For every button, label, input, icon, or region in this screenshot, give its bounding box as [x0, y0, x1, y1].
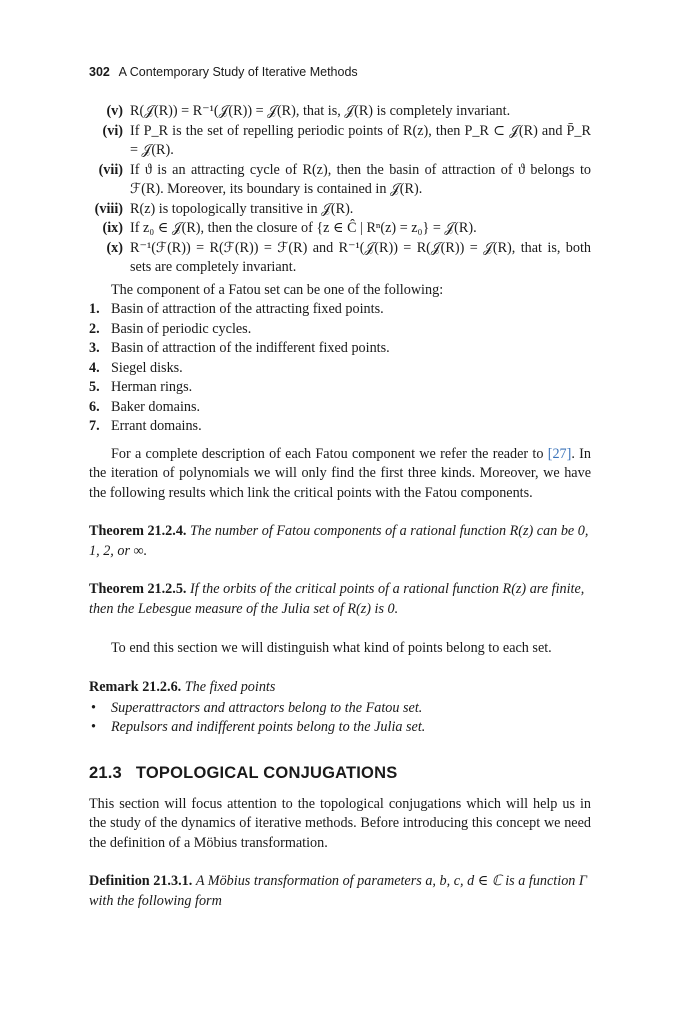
property-item: (vi) If P_R is the set of repelling periodic points of R(z), then P_R ⊂ 𝒥(R) and P̄_R = 𝒥(R). — [102, 122, 591, 158]
list-item: 7. Errant domains. — [89, 418, 202, 434]
paragraph-fatou-description: For a complete description of each Fatou component we refer the reader to [27]. In the iteration of polynomials we will only find the first three kinds. Moreover, we have the following results which link the critical points with the Fatou components. — [89, 445, 591, 501]
property-item: (v) R(𝒥(R)) = R⁻¹(𝒥(R)) = 𝒥(R), that is, 𝒥(R) is completely invariant. — [106, 103, 511, 119]
list-item: • Superattractors and attractors belong to the Fatou set. — [91, 699, 423, 716]
theorem-21-2-4: Theorem 21.2.4. The number of Fatou components of a rational function R(z) can be 0, 1, 2, or ∞. — [89, 523, 589, 559]
fatou-intro: The component of a Fatou set can be one of the following: — [111, 281, 444, 298]
paragraph-topological-intro: This section will focus attention to the topological conjugations which will help us in the study of the dynamics of iterative methods. Before introducing this concept we need the definition of a Möbius transformation. — [89, 795, 591, 851]
running-header — [89, 62, 591, 82]
property-item: (viii) R(z) is topologically transitive in 𝒥(R). — [94, 200, 354, 217]
remark-bullets — [89, 699, 591, 738]
list-item: • Repulsors and indifferent points belong to the Julia set. — [91, 719, 426, 735]
list-item: 3. Basin of attraction of the indifferent fixed points. — [89, 340, 390, 356]
theorem-21-2-5: Theorem 21.2.5. If the orbits of the critical points of a rational function R(z) are finite, then the Lebesgue measure of the Julia set of R(z) is 0. — [89, 581, 585, 617]
citation-link[interactable]: [27] — [547, 445, 572, 462]
fatou-components-list — [89, 300, 591, 437]
list-item: 5. Herman rings. — [89, 379, 193, 395]
section-title: TOPOLOGICAL CONJUGATIONS — [135, 763, 398, 782]
remark-21-2-6: Remark 21.2.6. The fixed points — [89, 678, 276, 695]
property-item: (ix) If z₀ ∈ 𝒥(R), then the closure of {z ∈ Ĉ | Rⁿ(z) = z₀} = 𝒥(R). — [102, 220, 477, 236]
page-number: 302 — [89, 65, 110, 79]
property-item: (vii) If ϑ is an attracting cycle of R(z), then the basin of attraction of ϑ belongs to ℱ(R). Moreover, its boundary is contained in 𝒥(R). — [98, 161, 591, 197]
list-item: 2. Basin of periodic cycles. — [89, 320, 252, 337]
page — [89, 62, 591, 911]
property-item: (x) R⁻¹(ℱ(R)) = R(ℱ(R)) = ℱ(R) and R⁻¹(𝒥(R)) = R(𝒥(R)) = 𝒥(R), that is, both sets are completely invariant. — [106, 239, 591, 275]
paragraph-end-section: To end this section we will distinguish what kind of points belong to each set. — [111, 640, 552, 656]
running-title: A Contemporary Study of Iterative Methods — [118, 65, 358, 79]
properties-list — [89, 102, 591, 278]
list-item: 6. Baker domains. — [89, 398, 201, 415]
list-item: 4. Siegel disks. — [89, 359, 183, 376]
section-heading — [89, 764, 591, 783]
section-number: 21.3 — [89, 763, 122, 782]
definition-21-3-1: Definition 21.3.1. A Möbius transformation of parameters a, b, c, d ∈ ℂ is a function Γ with the following form — [89, 873, 587, 909]
list-item: 1. Basin of attraction of the attracting fixed points. — [89, 301, 384, 317]
